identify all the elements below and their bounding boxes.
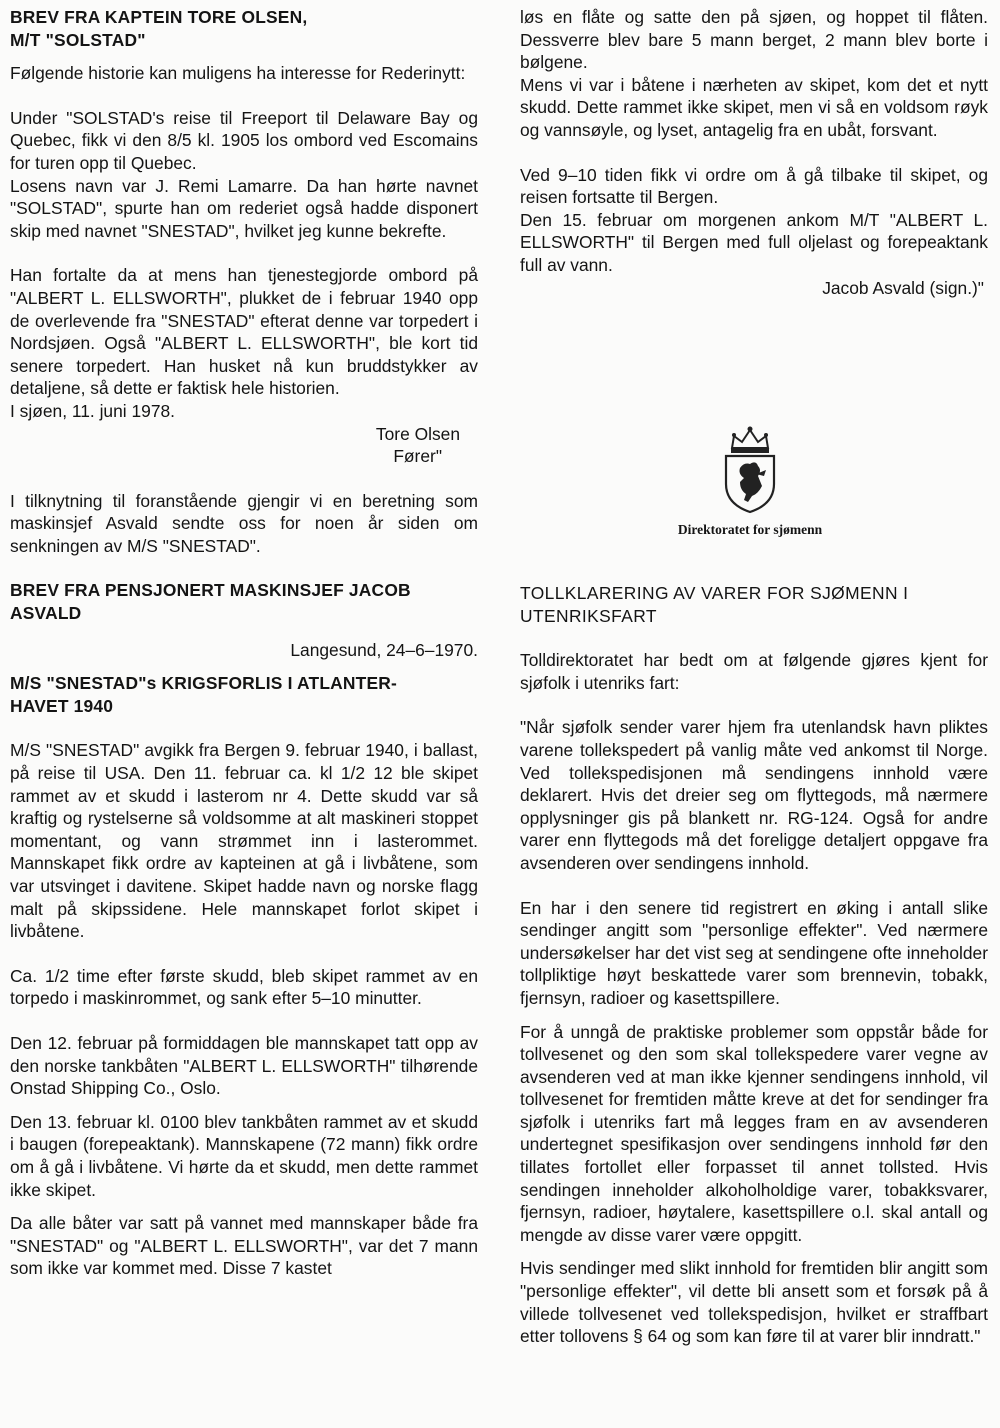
asvald-paragraph-3: Den 12. februar på formiddagen ble mannskapet tatt opp av den norske tankbåten "ALBERT L. ELLSWORTH" tilhørende Onstad Shipping Co., Oslo. [10, 1032, 478, 1099]
heading-letter-olsen-line2: M/T "SOLSTAD" [10, 29, 146, 50]
heading-letter-olsen-line1: BREV FRA KAPTEIN TORE OLSEN, [10, 7, 308, 27]
directorate-emblem [640, 424, 860, 538]
asvald-paragraph-4: Den 13. februar kl. 0100 blev tankbåten rammet av et skudd i baugen (forepeaktank). Mannskapene (72 mann) fikk ordre om å gå i livbåtene. Vi hørte da et skudd, men dette rammet ikke skipet. [10, 1111, 478, 1200]
olsen-date-line: I sjøen, 11. juni 1978. [10, 400, 175, 421]
heading-snestad-loss [10, 672, 478, 717]
customs-intro-paragraph: Tolldirektoratet har bedt om at følgende gjøres kjent for sjøfolk i utenriks fart: [520, 650, 988, 693]
right-bottom-block [520, 582, 988, 1348]
heading-letter-olsen [10, 6, 478, 51]
olsen-paragraph-1: Under "SOLSTAD's reise til Freeport til Delaware Bay og Quebec, fikk vi den 8/5 kl. 1905 los ombord ved Escomains for turen opp til Quebec. [10, 107, 478, 173]
customs-paragraph-4: Hvis sendinger med slikt innhold for fremtiden blir angitt som "personlige effekter", vil dette bli ansett som et forsøk på å villede tollvesenet ved tollekspedisjon, hvilket er straffbart etter tollovens § 64 og som kan føre til at varer blir inndratt." [520, 1258, 988, 1347]
right-top-block [520, 6, 988, 299]
heading-letter-asvald [10, 579, 478, 624]
asvald-paragraph-5: Da alle båter var satt på vannet med mannskaper både fra "SNESTAD" og "ALBERT L. ELLSWORTH", var det 7 mann som ikke var kommet med. Disse 7 kastet [10, 1213, 478, 1279]
asvald-place-date: Langesund, 24–6–1970. [290, 639, 478, 660]
olsen-paragraph-2: Losens navn var J. Remi Lamarre. Da han hørte navnet "SOLSTAD", spurte han om rederiet også hadde disponert skip med navnet "SNESTAD", hvilket jeg kunne bekrefte. [10, 175, 478, 241]
heading-customs-clearance [520, 582, 988, 627]
heading-snestad-loss-line1: M/S "SNESTAD"s KRIGSFORLIS I ATLANTER- [10, 673, 398, 694]
emblem-caption: Direktoratet for sjømenn [677, 522, 823, 537]
asvald-paragraph-7: Mens vi var i båtene i nærheten av skipet, kom det et nytt skudd. Dette rammet ikke skipet, men vi så en voldsom røyk og vannsøyle, og lyset, antagelig fra en ubåt, forsvant. [520, 74, 988, 140]
editor-note-paragraph: I tilknytning til foranstående gjengir vi en beretning som maskinsjef Asvald sendte oss for noen år siden om senkningen av M/S "SNESTAD". [10, 490, 478, 556]
heading-customs-clearance-line1: TOLLKLARERING AV VARER FOR SJØMENN I [520, 583, 909, 603]
olsen-signature-name: Tore Olsen [375, 423, 460, 444]
olsen-signature-title: Fører" [393, 446, 442, 467]
asvald-paragraph-1: M/S "SNESTAD" avgikk fra Bergen 9. februar 1940, i ballast, på reise til USA. Den 11. februar ca. kl 1/2 12 ble skipet rammet av et skudd i lasterom nr 4. Dette skudd var så kraftig og rystelserne så voldsomme at alt maskineri stoppet momentant, og vann strømmet inn i lasterommet. Mannskapet fikk ordre av kapteinen at gå i livbåtene, som var utsvinget i davitene. Skipet hadde navn og norske flagg malt på skipssidene. Hele mannskapet forlot skipet i livbåtene. [10, 740, 478, 942]
customs-paragraph-1: "Når sjøfolk sender varer hjem fra utenlandsk havn pliktes varene tollekspedert på vanlig måte ved ankomst til Norge. Ved tollekspedisjonen må sendingens innhold være deklarert. Hvis det dreier seg om flyttegods, må nærmere opplysninger gis på blankett nr. RG-124. Også for andre varer enn flyttegods må det foreligge detaljert oppgave fra avsenderen over sendingens innhold. [520, 717, 988, 873]
heading-snestad-loss-line2: HAVET 1940 [10, 695, 114, 716]
asvald-paragraph-9: Den 15. februar om morgenen ankom M/T "ALBERT L. ELLSWORTH" til Bergen med full oljelast og forepeaktank full av vann. [520, 209, 988, 275]
heading-letter-asvald-line2: ASVALD [10, 603, 82, 624]
asvald-paragraph-2: Ca. 1/2 time efter første skudd, bleb skipet rammet av en torpedo i maskinrommet, og sank efter 5–10 minutter. [10, 965, 478, 1009]
olsen-paragraph-3: Han fortalte da at mens han tjenestegjorde ombord på "ALBERT L. ELLSWORTH", plukket de i februar 1940 opp de overlevende fra "SNESTAD" efterat denne var torpedert i Nordsjøen. Også "ALBERT L. ELLSWORTH", ble kort tid senere torpedert. Han husket nå kun bruddstykker av detaljene, så dette er faktisk hele historien. [10, 265, 478, 399]
left-column [10, 6, 478, 1280]
heading-customs-clearance-line2: UTENRIKSFART [520, 605, 657, 626]
asvald-paragraph-6: løs en flåte og satte den på sjøen, og hoppet til flåten. Dessverre blev bare 5 mann berget, 2 mann blev borte i bølgene. [520, 7, 988, 73]
customs-paragraph-3: For å unngå de praktiske problemer som oppstår både for tollvesenet og den som skal tollekspedere varer vegne av avsenderen ved at man ikke kjenner sendingens innhold, vil tollvesenet for fremtiden måtte kreve at det for sendinger fra sjøfolk i utenriks fart må legges fram en av avsenderen undertegnet spesifikasjon over sendingens innhold før den tillates fortollet eller forpasset til annet tollsted. Hvis sendingen inneholder alkoholholdige varer, tobakksvarer, fjernsyn, radioer, høytalere, kasettspillere o.l. skal antall og mengde av disse varer være oppgitt. [520, 1021, 988, 1245]
asvald-paragraph-8: Ved 9–10 tiden fikk vi ordre om å gå tilbake til skipet, og reisen fortsatte til Bergen. [520, 164, 988, 208]
asvald-signature: Jacob Asvald (sign.)" [822, 277, 984, 298]
norwegian-coat-of-arms-icon [718, 424, 782, 514]
heading-letter-asvald-line1: BREV FRA PENSJONERT MASKINSJEF JACOB [10, 580, 411, 601]
intro-paragraph: Følgende historie kan muligens ha interesse for Rederinytt: [10, 63, 466, 84]
customs-paragraph-2: En har i den senere tid registrert en øking i antall slike sendinger angitt som "personlige effekter". Ved nærmere undersøkelser har det vist seg at sendingene ofte inneholder tollpliktige høyt beskattede varer som brennevin, tobakk, fjernsyn, radioer og kasettspillere. [520, 897, 988, 1008]
